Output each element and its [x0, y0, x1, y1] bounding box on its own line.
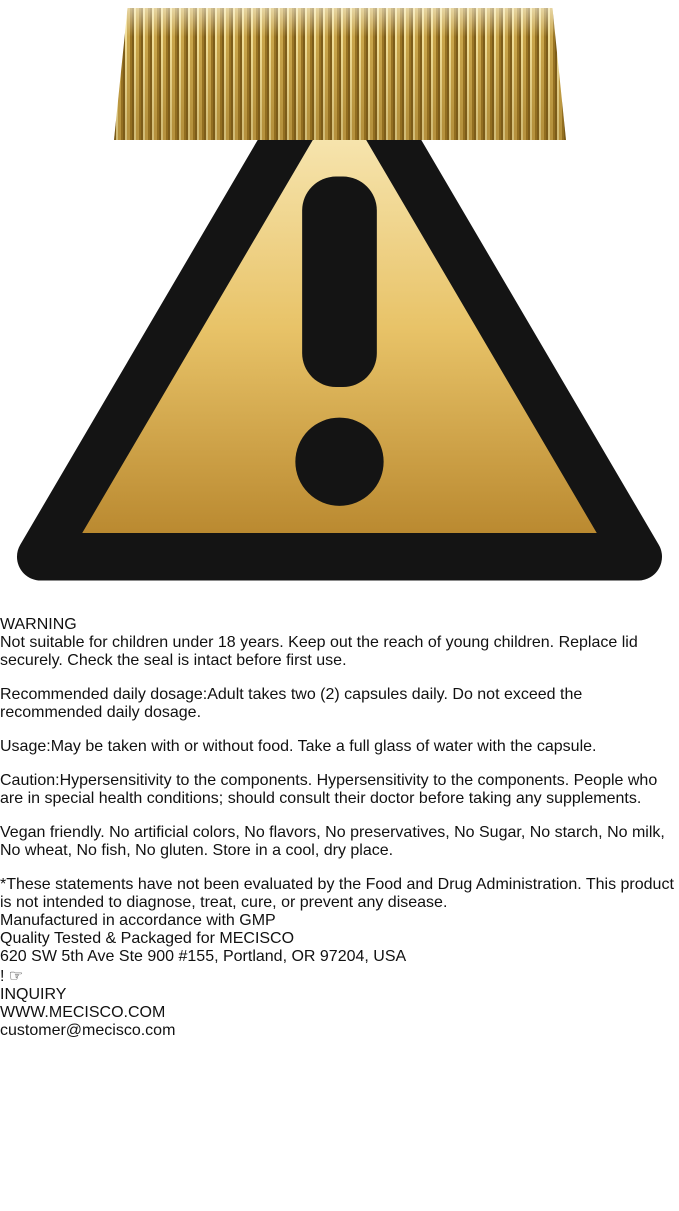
fda-disclaimer-box: *These statements have not been evaluated by the Food and Drug Administration. This product is not intended to diagnose, treat, cure, or prevent any disease.	[0, 876, 674, 912]
inquiry-icons	[0, 966, 679, 986]
warning-caption: WARNING	[0, 616, 77, 634]
dosage-paragraph	[0, 686, 679, 722]
bottle-cap	[114, 8, 566, 140]
caution-paragraph	[0, 772, 679, 808]
website-banner	[0, 1004, 679, 1022]
usage-paragraph	[0, 738, 679, 756]
inquiry-badge	[0, 966, 679, 1004]
bottle-cap-rim	[94, 130, 586, 168]
inquiry-label: INQUIRY	[0, 986, 67, 1004]
dosage-label: Recommended daily dosage:	[0, 686, 208, 704]
email-banner	[0, 1022, 679, 1040]
dosage-text: Adult takes two (2) capsules daily. Do not exceed the recommended daily dosage.	[0, 686, 583, 722]
address-line: 620 SW 5th Ave Ste 900 #155, Portland, OR 97204, USA	[0, 948, 407, 966]
caution-text: Hypersensitivity to the components. Hypersensitivity to the components. People who are in special health conditions; should consult their doctor before taking any supplements.	[0, 772, 658, 808]
usage-text: May be taken with or without food. Take a full glass of water with the capsule.	[50, 738, 597, 756]
email-address: customer@mecisco.com	[0, 1022, 176, 1040]
diet-storage-paragraph: Vegan friendly. No artificial colors, No flavors, No preservatives, No Sugar, No starch, No milk, No wheat, No fish, No gluten. Store in a cool, dry place.	[0, 824, 665, 860]
pointing-hand-icon: ☞	[8, 968, 24, 986]
quality-line: Quality Tested & Packaged for MECISCO	[0, 930, 295, 948]
warning-text: Not suitable for children under 18 years. Keep out the reach of young children. Replace lid securely. Check the seal is intact before first use.	[0, 634, 638, 670]
website-url: WWW.MECISCO.COM	[0, 1004, 166, 1022]
exclamation-icon: !	[0, 968, 5, 986]
usage-label: Usage:	[0, 738, 51, 756]
gmp-banner: Manufactured in accordance with GMP	[0, 912, 276, 930]
caution-label: Caution:	[0, 772, 60, 790]
